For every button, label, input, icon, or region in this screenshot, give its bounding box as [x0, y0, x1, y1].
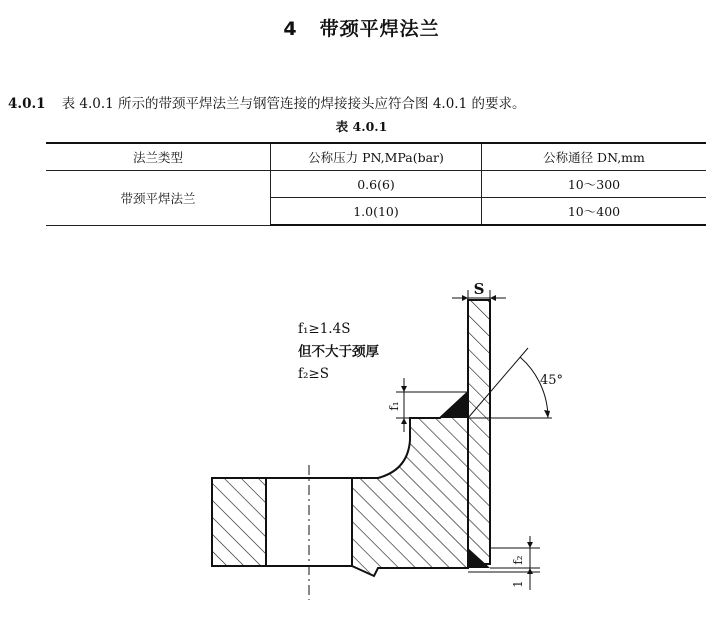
header-pressure: 公称压力 PN,MPa(bar) — [271, 143, 482, 171]
note-neck-limit: 但不大于颈厚 — [298, 344, 379, 360]
table-caption: 表 4.0.1 — [335, 119, 388, 134]
label-gap: 1 — [511, 580, 525, 588]
cell-flange-type: 带颈平焊法兰 — [46, 171, 271, 226]
note-f1-rule: f₁≥1.4S — [298, 321, 351, 337]
clause-text: 表 4.0.1 所示的带颈平焊法兰与钢管连接的焊接接头应符合图 4.0.1 的要求。 — [61, 96, 526, 112]
header-flange-type: 法兰类型 — [46, 143, 271, 171]
angle-arrow — [544, 410, 550, 418]
flange-body — [352, 392, 468, 576]
cell-pressure: 0.6(6) — [271, 171, 482, 198]
label-f1: f₁ — [387, 401, 401, 411]
label-angle: 45° — [540, 373, 564, 388]
label-f2: f₂ — [511, 555, 525, 565]
pipe-wall — [468, 300, 490, 564]
cell-diameter: 10～400 — [482, 198, 707, 226]
section-title-text: 带颈平焊法兰 — [319, 18, 440, 40]
label-s: S — [473, 280, 485, 298]
cell-diameter: 10～300 — [482, 171, 707, 198]
section-number: 4 — [283, 18, 298, 40]
flange-outer-ring — [212, 478, 266, 566]
clause-number: 4.0.1 — [8, 96, 46, 112]
note-f2-rule: f₂≥S — [298, 366, 329, 382]
cell-pressure: 1.0(10) — [271, 198, 482, 226]
header-diameter: 公称通径 DN,mm — [482, 143, 707, 171]
